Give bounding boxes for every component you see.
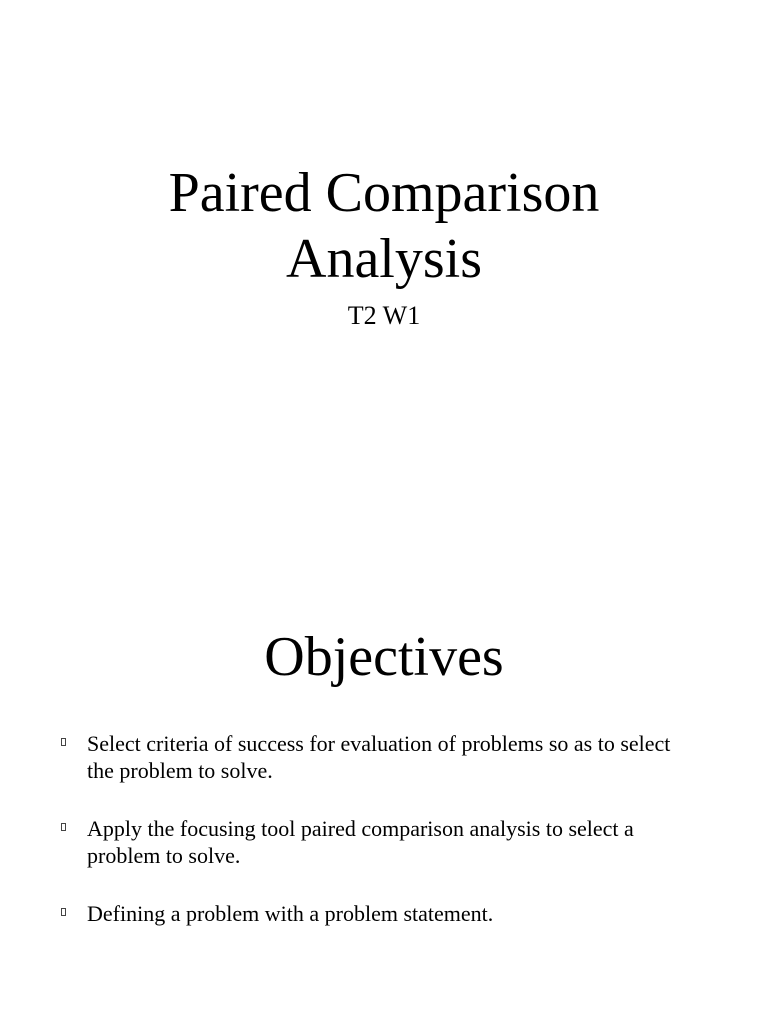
objective-text: Defining a problem with a problem statement. [87, 901, 494, 926]
bullet-icon [61, 823, 66, 831]
objective-item [0, 900, 768, 927]
objectives-list [0, 730, 768, 958]
slide-title-line-2: Analysis [286, 228, 482, 290]
objectives-title: Objectives [264, 626, 504, 688]
objective-item [0, 730, 768, 784]
objective-item [0, 815, 768, 869]
bullet-icon [61, 908, 66, 916]
objectives-slide [0, 512, 768, 1024]
objective-text: Apply the focusing tool paired comparison analysis to select a problem to solve. [87, 816, 634, 868]
objective-text: Select criteria of success for evaluation of problems so as to select the problem to solve. [87, 731, 671, 783]
slide-title [0, 160, 768, 292]
slide-subtitle: T2 W1 [347, 301, 421, 330]
slide-title-line-1: Paired Comparison [168, 162, 600, 224]
bullet-icon [61, 738, 66, 746]
